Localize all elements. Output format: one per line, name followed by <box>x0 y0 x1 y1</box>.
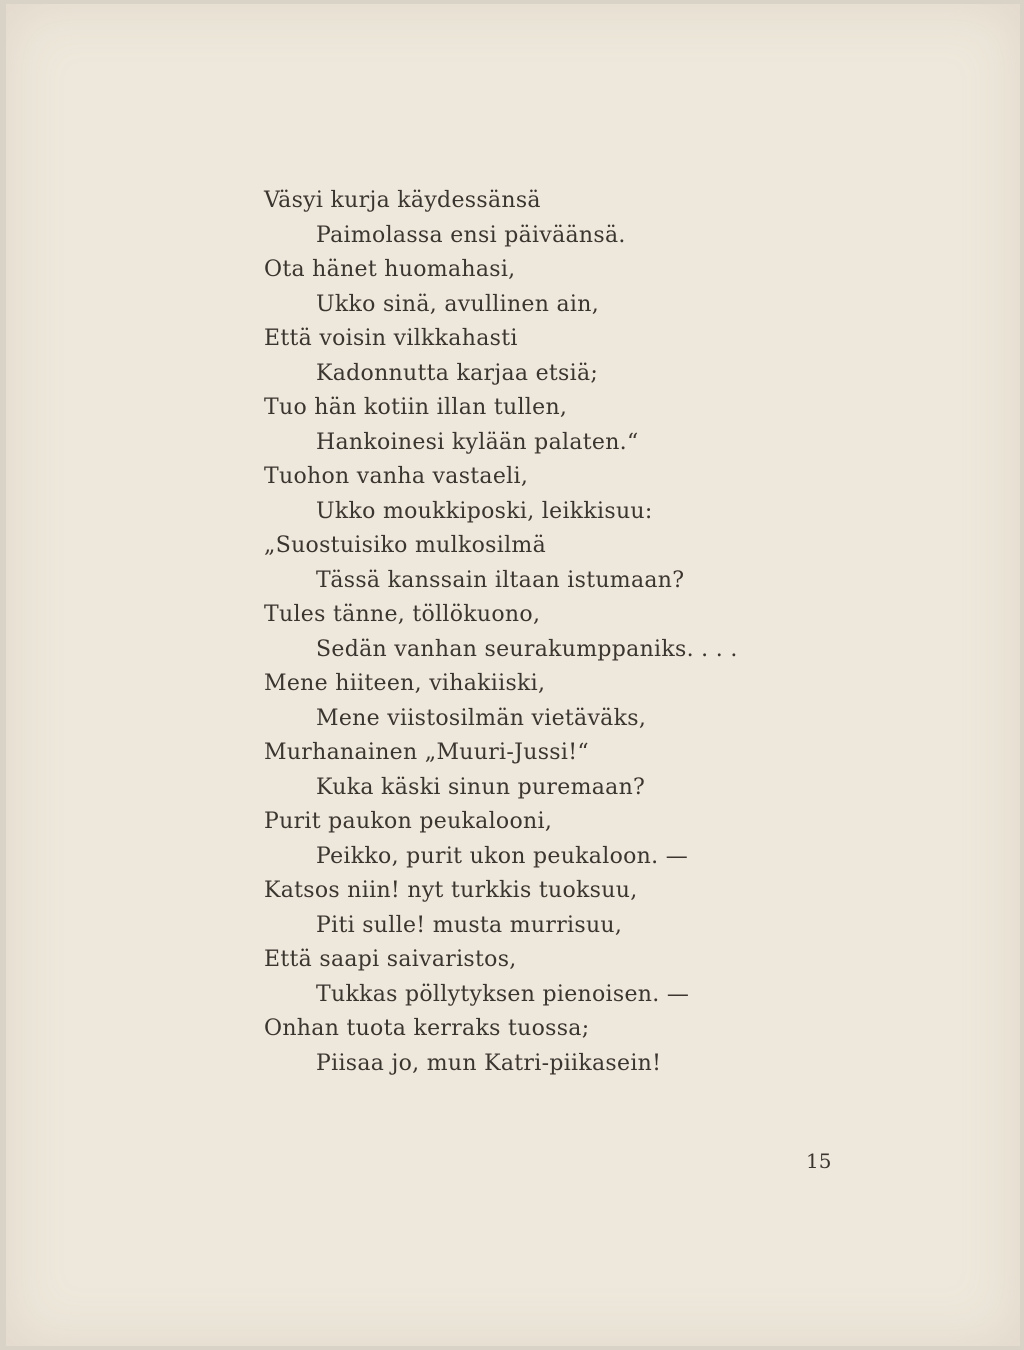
poem-line: Kadonnutta karjaa etsiä; <box>316 360 599 386</box>
poem-line: Tuohon vanha vastaeli, <box>264 464 529 489</box>
page-number: 15 <box>806 1149 832 1173</box>
poem-line: Mene hiiteen, vihakiiski, <box>264 671 546 696</box>
poem-line: Onhan tuota kerraks tuossa; <box>264 1016 590 1041</box>
poem-line: Että saapi saivaristos, <box>264 947 517 972</box>
poem-line: Tukkas pöllytyksen pienoisen. — <box>316 981 690 1007</box>
poem-line: Peikko, purit ukon peukaloon. — <box>316 843 689 869</box>
poem-text <box>264 184 864 1081</box>
poem-line: Väsyi kurja käydessänsä <box>264 188 541 213</box>
poem-line: Purit paukon peukalooni, <box>264 809 553 834</box>
poem-line: Tules tänne, töllökuono, <box>264 602 541 627</box>
poem-line: Ota hänet huomahasi, <box>264 257 516 282</box>
poem-line: Mene viistosilmän vietäväks, <box>316 705 647 731</box>
poem-line: Kuka käski sinun puremaan? <box>316 774 646 800</box>
poem-line: Hankoinesi kylään palaten.“ <box>316 429 639 455</box>
poem-line: Piti sulle! musta murrisuu, <box>316 912 623 938</box>
poem-line: Sedän vanhan seurakumppaniks. . . . <box>316 636 738 662</box>
poem-line: Tässä kanssain iltaan istumaan? <box>316 567 685 593</box>
poem-line: Piisaa jo, mun Katri-piikasein! <box>316 1050 662 1076</box>
poem-line: Murhanainen „Muuri-Jussi!“ <box>264 740 589 765</box>
poem-line: Että voisin vilkkahasti <box>264 326 518 351</box>
poem-line: Paimolassa ensi päiväänsä. <box>316 222 626 248</box>
poem-line: Ukko moukkiposki, leikkisuu: <box>316 498 653 524</box>
poem-line: „Suostuisiko mulkosilmä <box>264 533 546 558</box>
poem-line: Ukko sinä, avullinen ain, <box>316 291 600 317</box>
book-page <box>6 4 1020 1346</box>
poem-line: Katsos niin! nyt turkkis tuoksuu, <box>264 878 638 903</box>
poem-line: Tuo hän kotiin illan tullen, <box>264 395 568 420</box>
